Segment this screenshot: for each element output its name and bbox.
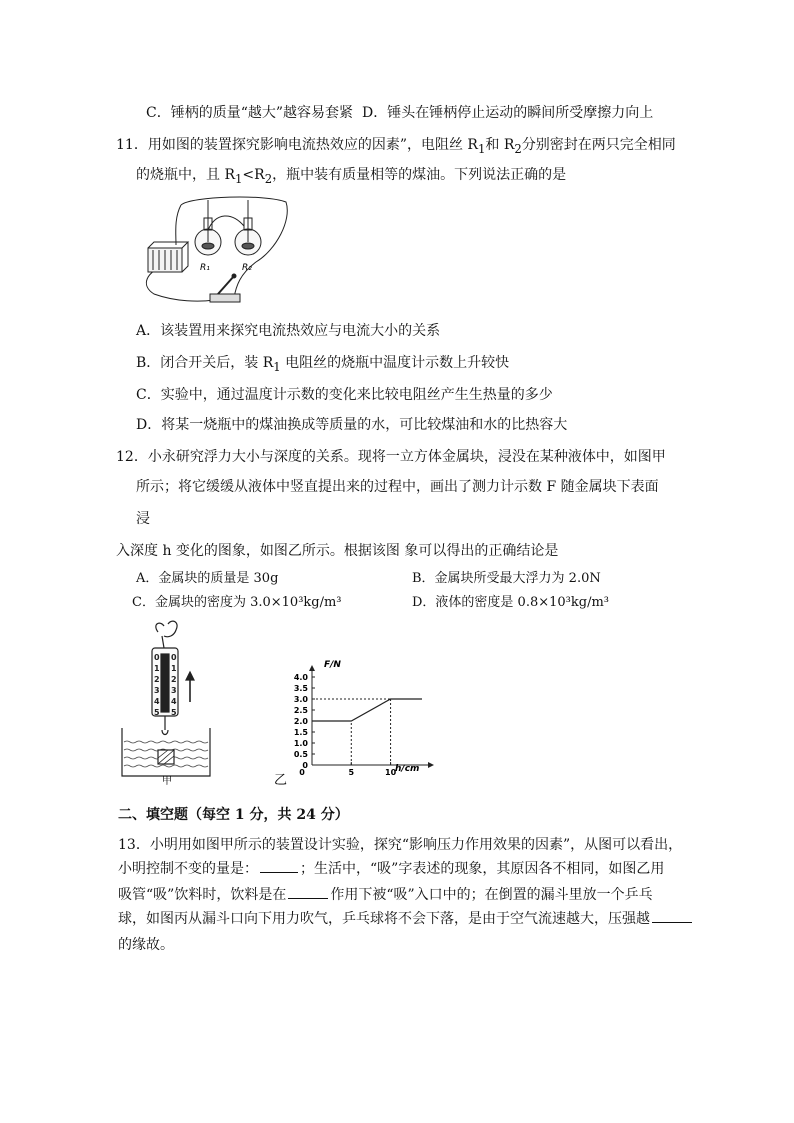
q12-option-d: D．液体的密度是 0.8×10³kg/m³ [412, 595, 609, 610]
q11-option-a: A．该装置用来探究电流热效应与电流大小的关系 [136, 323, 441, 339]
y-tick-label: 0 [302, 761, 308, 770]
y-tick-label: 3.5 [293, 684, 308, 693]
svg-text:1: 1 [171, 664, 177, 673]
label-yi: 乙 [274, 773, 288, 788]
y-axis-arrow [309, 665, 315, 671]
q13-line4: 球，如图丙从漏斗口向下用力吹气，乒乓球将不会下落，是由于空气流速越大，压强越 [118, 910, 694, 928]
svg-text:2: 2 [154, 675, 160, 684]
svg-text:3: 3 [154, 686, 160, 695]
y-tick-label: 1.5 [293, 728, 308, 737]
q13-line2: 小明控制不变的量是： ；生活中，“吸”字表述的现象，其原因各不相同，如图乙用 [118, 861, 665, 877]
svg-text:4: 4 [171, 697, 177, 706]
q12-f-h-chart [262, 660, 437, 788]
svg-text:3: 3 [171, 686, 177, 695]
answer-blank-2[interactable] [288, 886, 328, 899]
svg-text:5: 5 [171, 708, 177, 717]
y-axis-label: F/N [324, 660, 341, 670]
q12-stem-line3: 浸 [136, 511, 150, 527]
label-r2: R₂ [242, 263, 252, 273]
y-tick-label: 2.5 [293, 706, 308, 715]
q11-option-b: B．闭合开关后，装 $R_1$ 电阻丝的烧瓶中温度计示数上升较快 [136, 355, 510, 374]
q12-stem-line4: 入深度 h 变化的图象，如图乙所示。根据该图 象可以得出的正确结论是 [116, 543, 559, 559]
q11-stem-line1: 11．用如图的装置探究影响电流热效应的因素”，电阻丝 $R_1$和 $R_2$分别密封在两只完全相同 [116, 137, 676, 156]
x-tick-label: 10 [385, 768, 397, 777]
svg-text:2: 2 [171, 675, 177, 684]
q12-spring-scale-figure [118, 618, 218, 787]
x-axis-label: h/cm [395, 764, 420, 774]
svg-text:0: 0 [171, 653, 177, 662]
q12-option-a: A．金属块的质量是 30g [136, 571, 279, 586]
label-r1: R₁ [200, 263, 210, 273]
svg-text:5: 5 [154, 708, 160, 717]
q12-stem-line2: 所示；将它缓缓从液体中竖直提出来的过程中，画出了测力计示数 F 随金属块下表面 [136, 479, 659, 495]
label-jia: 甲 [162, 776, 172, 787]
y-tick-label: 4.0 [293, 673, 308, 682]
q13-line5: 的缘故。 [118, 937, 174, 953]
q12-stem-line1: 12．小永研究浮力大小与深度的关系。现将一立方体金属块，浸没在某种液体中，如图甲 [116, 449, 666, 465]
answer-blank-3[interactable] [652, 910, 692, 923]
q13-line1: 13．小明用如图甲所示的装置设计实验，探究“影响压力作用效果的因素”，从图可以看出， [118, 837, 683, 853]
series-line-f [312, 699, 422, 721]
y-tick-label: 2.0 [293, 717, 308, 726]
x-tick-label: 0 [299, 768, 305, 777]
hand-icon [156, 621, 177, 637]
q11-circuit-figure [136, 190, 296, 315]
q11-option-c: C．实验中，通过温度计示数的变化来比较电阻丝产生生热量的多少 [136, 387, 553, 403]
q12-option-b: B．金属块所受最大浮力为 2.0N [412, 571, 601, 586]
x-tick-label: 5 [348, 768, 355, 777]
q12-option-c: C．金属块的密度为 3.0×10³kg/m³ [132, 595, 342, 610]
answer-blank-1[interactable] [260, 860, 298, 873]
q11-option-d: D．将某一烧瓶中的煤油换成等质量的水，可比较煤油和水的比热容大 [136, 417, 568, 433]
svg-text:1: 1 [154, 664, 160, 673]
q13-line3: 吸管“吸”饮料时，饮料是在 作用下被“吸”入口中的；在倒置的漏斗里放一个乒乓 [118, 887, 653, 903]
y-tick-label: 3.0 [293, 695, 308, 704]
svg-text:4: 4 [154, 697, 160, 706]
x-axis-arrow [428, 762, 434, 768]
y-tick-label: 1.0 [293, 739, 308, 748]
q10-option-c: C．锤柄的质量“越大”越容易套紧 [146, 105, 354, 121]
switch-icon [210, 294, 240, 302]
svg-text:0: 0 [154, 653, 160, 662]
q10-option-d: D．锤头在锤柄停止运动的瞬间所受摩擦力向上 [362, 105, 654, 121]
q11-stem-line2: 的烧瓶中，且 $R_1<R_2$，瓶中装有质量相等的煤油。下列说法正确的是 [136, 167, 567, 186]
section2-title: 二、填空题（每空 1 分，共 24 分） [118, 807, 349, 823]
y-tick-label: 0.5 [293, 750, 308, 759]
